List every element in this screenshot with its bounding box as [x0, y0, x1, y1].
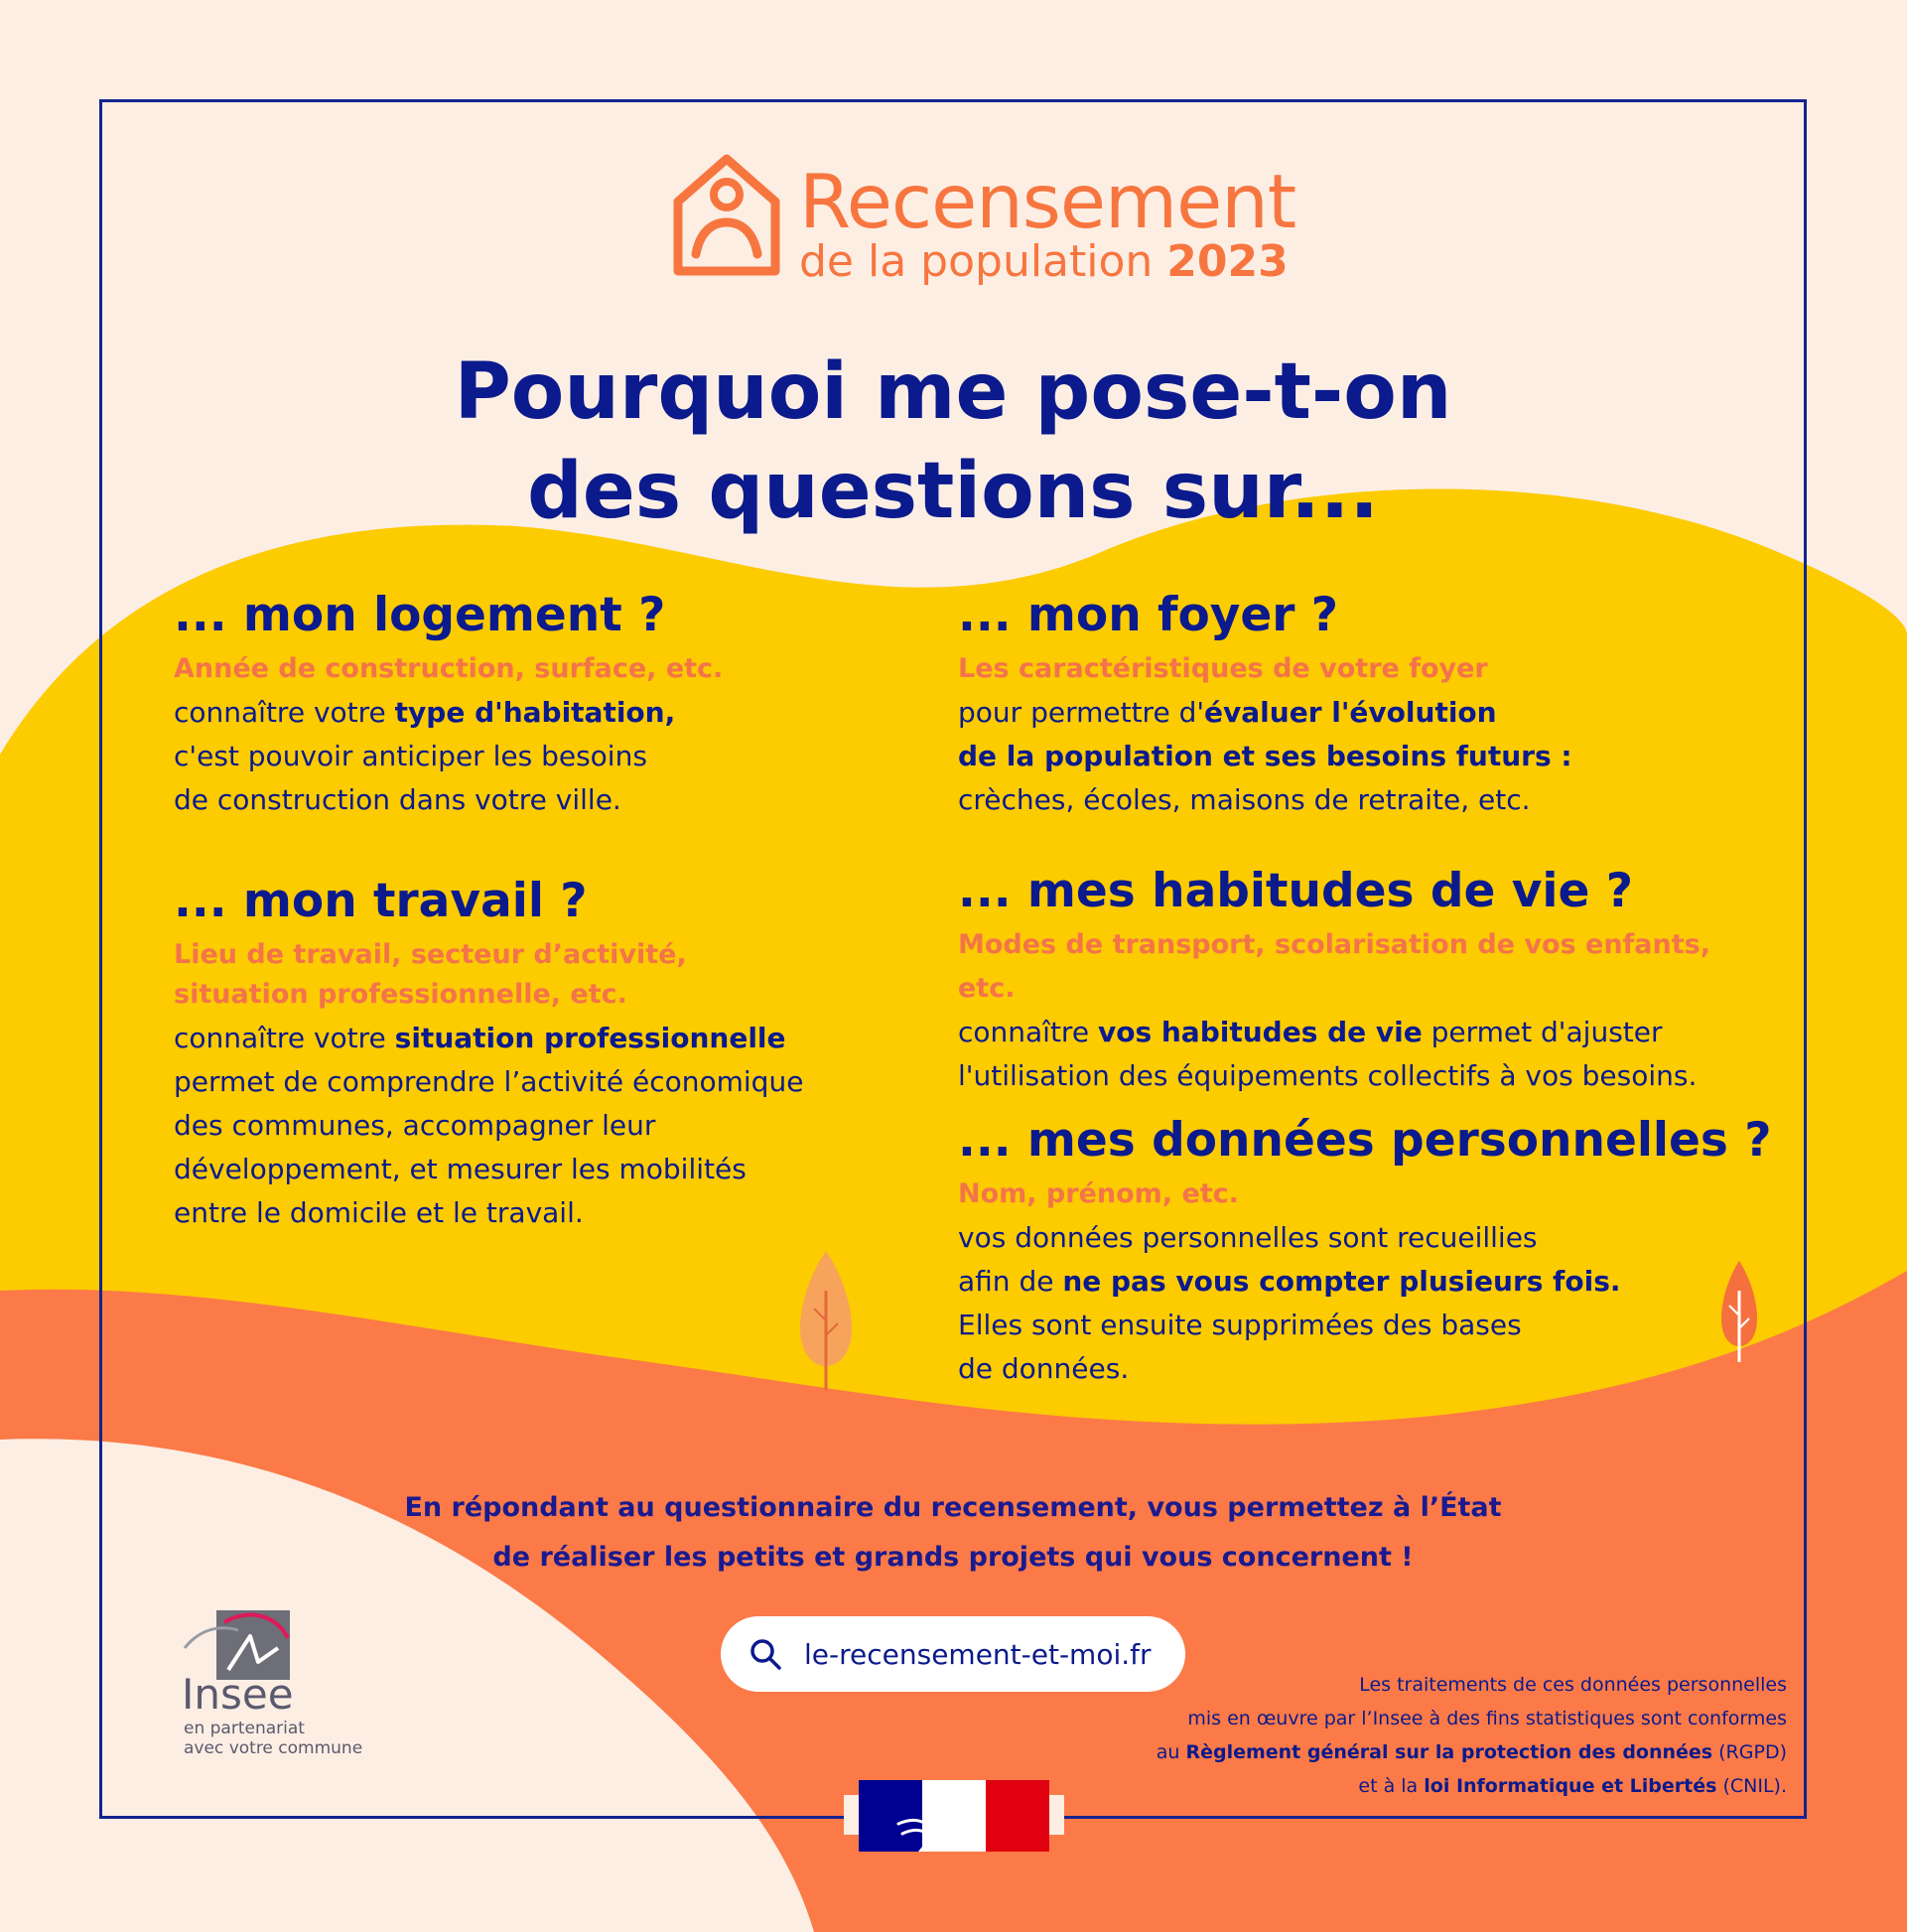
insee-name: Insee — [182, 1670, 294, 1719]
bottom-message-line: En répondant au questionnaire du recensement, vous permettez à l’État — [404, 1492, 1502, 1523]
section-heading: ... mes données personnelles ? — [958, 1113, 1772, 1168]
body-text: connaître votre — [174, 696, 395, 730]
brand-year: 2023 — [1166, 236, 1289, 287]
body-bold: de la population et ses besoins futurs : — [958, 740, 1572, 773]
section-heading: ... mon logement ? — [174, 588, 666, 642]
bottom-message-line: de réaliser les petits et grands projets qui vous concernent ! — [492, 1542, 1414, 1573]
brand-title: Recensement — [799, 158, 1296, 245]
insee-tagline — [184, 1719, 422, 1758]
tagline-line: avec votre commune — [184, 1738, 363, 1758]
bottom-message — [298, 1483, 1608, 1583]
section-heading: ... mon travail ? — [174, 874, 588, 928]
body-bold: évaluer l'évolution — [1204, 696, 1497, 730]
section-body — [958, 1216, 1772, 1391]
title-line-1: Pourquoi me pose-t-on — [454, 347, 1452, 437]
section-logement — [174, 588, 888, 822]
body-text: connaître votre — [174, 1022, 395, 1055]
body-line: c'est pouvoir anticiper les besoins — [174, 740, 647, 773]
body-line: crèches, écoles, maisons de retraite, etc. — [958, 783, 1531, 817]
body-bold: ne pas vous compter plusieurs fois. — [1062, 1265, 1621, 1299]
brand-subtitle — [799, 236, 1289, 287]
title-line-2: des questions sur... — [527, 447, 1379, 536]
body-text: connaître — [958, 1016, 1098, 1049]
body-line: entre le domicile et le travail. — [174, 1196, 584, 1230]
legal-line: Les traitements de ces données personnelles — [1359, 1674, 1787, 1696]
section-body — [174, 1017, 888, 1235]
legal-line — [993, 1769, 1787, 1803]
section-body — [174, 691, 888, 822]
search-icon — [749, 1637, 782, 1671]
body-bold: type d'habitation, — [394, 696, 676, 730]
body-line: vos données personnelles sont recueillies — [958, 1221, 1538, 1255]
brand-subtitle-text: de la population — [799, 236, 1167, 287]
body-text: afin de — [958, 1265, 1063, 1299]
body-text: permet d'ajuster — [1422, 1016, 1663, 1049]
body-bold: vos habitudes de vie — [1097, 1016, 1423, 1049]
body-line — [958, 1011, 1772, 1054]
section-subheading — [174, 933, 888, 1017]
section-heading: ... mes habitudes de vie ? — [958, 864, 1633, 918]
body-text: pour permettre d' — [958, 696, 1205, 730]
section-body — [958, 1011, 1772, 1098]
legal-text: (RGPD) — [1712, 1741, 1787, 1763]
tagline-line: en partenariat — [184, 1719, 305, 1738]
body-line: développement, et mesurer les mobilités — [174, 1153, 747, 1186]
house-person-icon — [670, 147, 784, 281]
page-title — [357, 343, 1549, 541]
marianne-flag-logo — [859, 1780, 1049, 1852]
legal-bold: loi Informatique et Libertés — [1424, 1775, 1717, 1797]
subheading-line: situation professionnelle, etc. — [174, 979, 627, 1011]
legal-line: mis en œuvre par l’Insee à des fins statistiques sont conformes — [1187, 1708, 1787, 1729]
section-foyer — [958, 588, 1772, 822]
section-subheading: Les caractéristiques de votre foyer — [958, 653, 1488, 685]
body-line: Elles sont ensuite supprimées des bases — [958, 1309, 1522, 1342]
body-line — [174, 1017, 888, 1060]
legal-text: et à la — [1358, 1775, 1425, 1797]
body-line: permet de comprendre l’activité économique — [174, 1065, 804, 1099]
section-travail — [174, 874, 888, 1235]
body-line — [174, 691, 888, 735]
website-url: le-recensement-et-moi.fr — [804, 1637, 1152, 1671]
body-line: de construction dans votre ville. — [174, 783, 621, 817]
section-habitudes — [958, 864, 1772, 1098]
legal-notice — [993, 1668, 1787, 1803]
legal-bold: Règlement général sur la protection des données — [1185, 1741, 1713, 1763]
legal-text: au — [1156, 1741, 1186, 1763]
section-heading: ... mon foyer ? — [958, 588, 1339, 642]
body-line — [958, 1260, 1772, 1304]
section-donnees — [958, 1113, 1772, 1391]
legal-line — [993, 1735, 1787, 1769]
legal-text: (CNIL). — [1716, 1775, 1787, 1797]
body-line: des communes, accompagner leur — [174, 1109, 656, 1143]
body-line — [958, 735, 1772, 778]
section-subheading: Nom, prénom, etc. — [958, 1178, 1239, 1210]
section-subheading: Année de construction, surface, etc. — [174, 653, 724, 685]
section-subheading: Modes de transport, scolarisation de vos enfants, etc. — [958, 929, 1710, 1005]
subheading-line: Lieu de travail, secteur d’activité, — [174, 939, 687, 971]
section-body — [958, 691, 1772, 822]
body-line: l'utilisation des équipements collectifs à vos besoins. — [958, 1059, 1698, 1093]
body-line: de données. — [958, 1352, 1130, 1386]
body-bold: situation professionnelle — [394, 1022, 786, 1055]
body-line — [958, 691, 1772, 735]
